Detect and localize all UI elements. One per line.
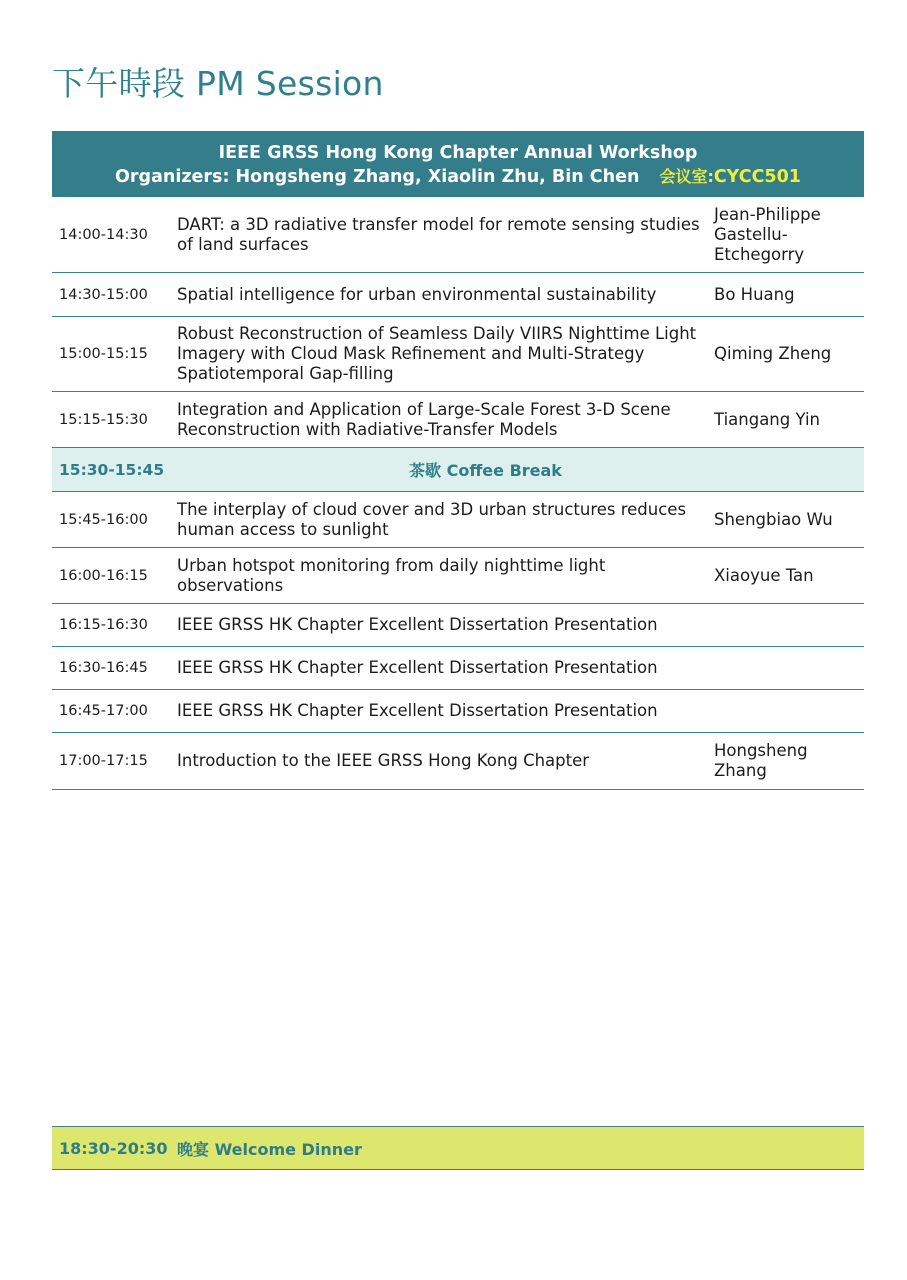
table-row xyxy=(52,273,864,317)
row-title: The interplay of cloud cover and 3D urban structures reduces human access to sunlight xyxy=(177,499,687,539)
row-speaker: Hongsheng Zhang xyxy=(714,741,808,780)
row-time: 17:00-17:15 xyxy=(59,753,148,769)
dinner-label: 晚宴 Welcome Dinner xyxy=(177,1139,362,1159)
row-title: Robust Reconstruction of Seamless Daily VIIRS Nighttime Light Imagery with Cloud Mask Refinement and Multi-Strategy Spatiotemporal Gap-filling xyxy=(177,324,697,383)
dinner-time: 18:30-20:30 xyxy=(59,1138,168,1158)
row-speaker: Qiming Zheng xyxy=(714,344,832,363)
room-label: 会议室: xyxy=(659,167,714,186)
row-title: IEEE GRSS HK Chapter Excellent Dissertation Presentation xyxy=(177,701,658,720)
row-title: Introduction to the IEEE GRSS Hong Kong Chapter xyxy=(177,751,590,770)
table-row xyxy=(52,197,864,273)
page-title: 下午時段 PM Session xyxy=(52,64,384,103)
row-time: 14:00-14:30 xyxy=(59,226,148,243)
row-time: 16:00-16:15 xyxy=(59,567,148,584)
table-row xyxy=(52,317,864,392)
row-speaker: Jean-Philippe Gastellu-Etchegorry xyxy=(714,204,821,264)
table-row xyxy=(52,647,864,690)
organizers: Organizers: Hongsheng Zhang, Xiaolin Zhu, Bin Chen xyxy=(115,167,640,187)
row-speaker: Bo Huang xyxy=(714,284,795,304)
table-row xyxy=(52,392,864,448)
row-title: Urban hotspot monitoring from daily nighttime light observations xyxy=(177,555,606,595)
table-row xyxy=(52,690,864,733)
table-row xyxy=(52,604,864,647)
row-time: 16:15-16:30 xyxy=(59,617,148,633)
break-time: 15:30-15:45 xyxy=(59,460,165,479)
table-row xyxy=(52,733,864,790)
row-time: 16:30-16:45 xyxy=(59,660,148,676)
row-time: 16:45-17:00 xyxy=(59,703,148,719)
organizers-line xyxy=(52,165,864,189)
room-code: CYCC501 xyxy=(713,167,801,187)
table-row xyxy=(52,548,864,604)
workshop-title: IEEE GRSS Hong Kong Chapter Annual Workshop xyxy=(218,143,698,163)
row-time: 14:30-15:00 xyxy=(59,286,148,303)
row-time: 15:15-15:30 xyxy=(59,411,148,428)
break-label: 茶歇 Coffee Break xyxy=(409,461,562,480)
coffee-break-row xyxy=(52,448,864,492)
row-title: DART: a 3D radiative transfer model for remote sensing studies of land surfaces xyxy=(177,214,700,254)
row-title: Spatial intelligence for urban environmental sustainability xyxy=(177,284,657,304)
row-speaker: Xiaoyue Tan xyxy=(714,565,814,585)
row-time: 15:00-15:15 xyxy=(59,346,148,362)
table-row xyxy=(52,492,864,548)
schedule-table xyxy=(52,131,864,790)
row-speaker: Shengbiao Wu xyxy=(714,509,833,529)
row-title: Integration and Application of Large-Scale Forest 3-D Scene Reconstruction with Radiative-Transfer Models xyxy=(177,399,671,439)
row-time: 15:45-16:00 xyxy=(59,511,148,528)
row-title: IEEE GRSS HK Chapter Excellent Dissertation Presentation xyxy=(177,615,658,634)
row-speaker: Tiangang Yin xyxy=(714,409,821,429)
welcome-dinner-row xyxy=(52,1126,864,1170)
row-title: IEEE GRSS HK Chapter Excellent Dissertation Presentation xyxy=(177,658,658,677)
workshop-header xyxy=(52,131,864,197)
